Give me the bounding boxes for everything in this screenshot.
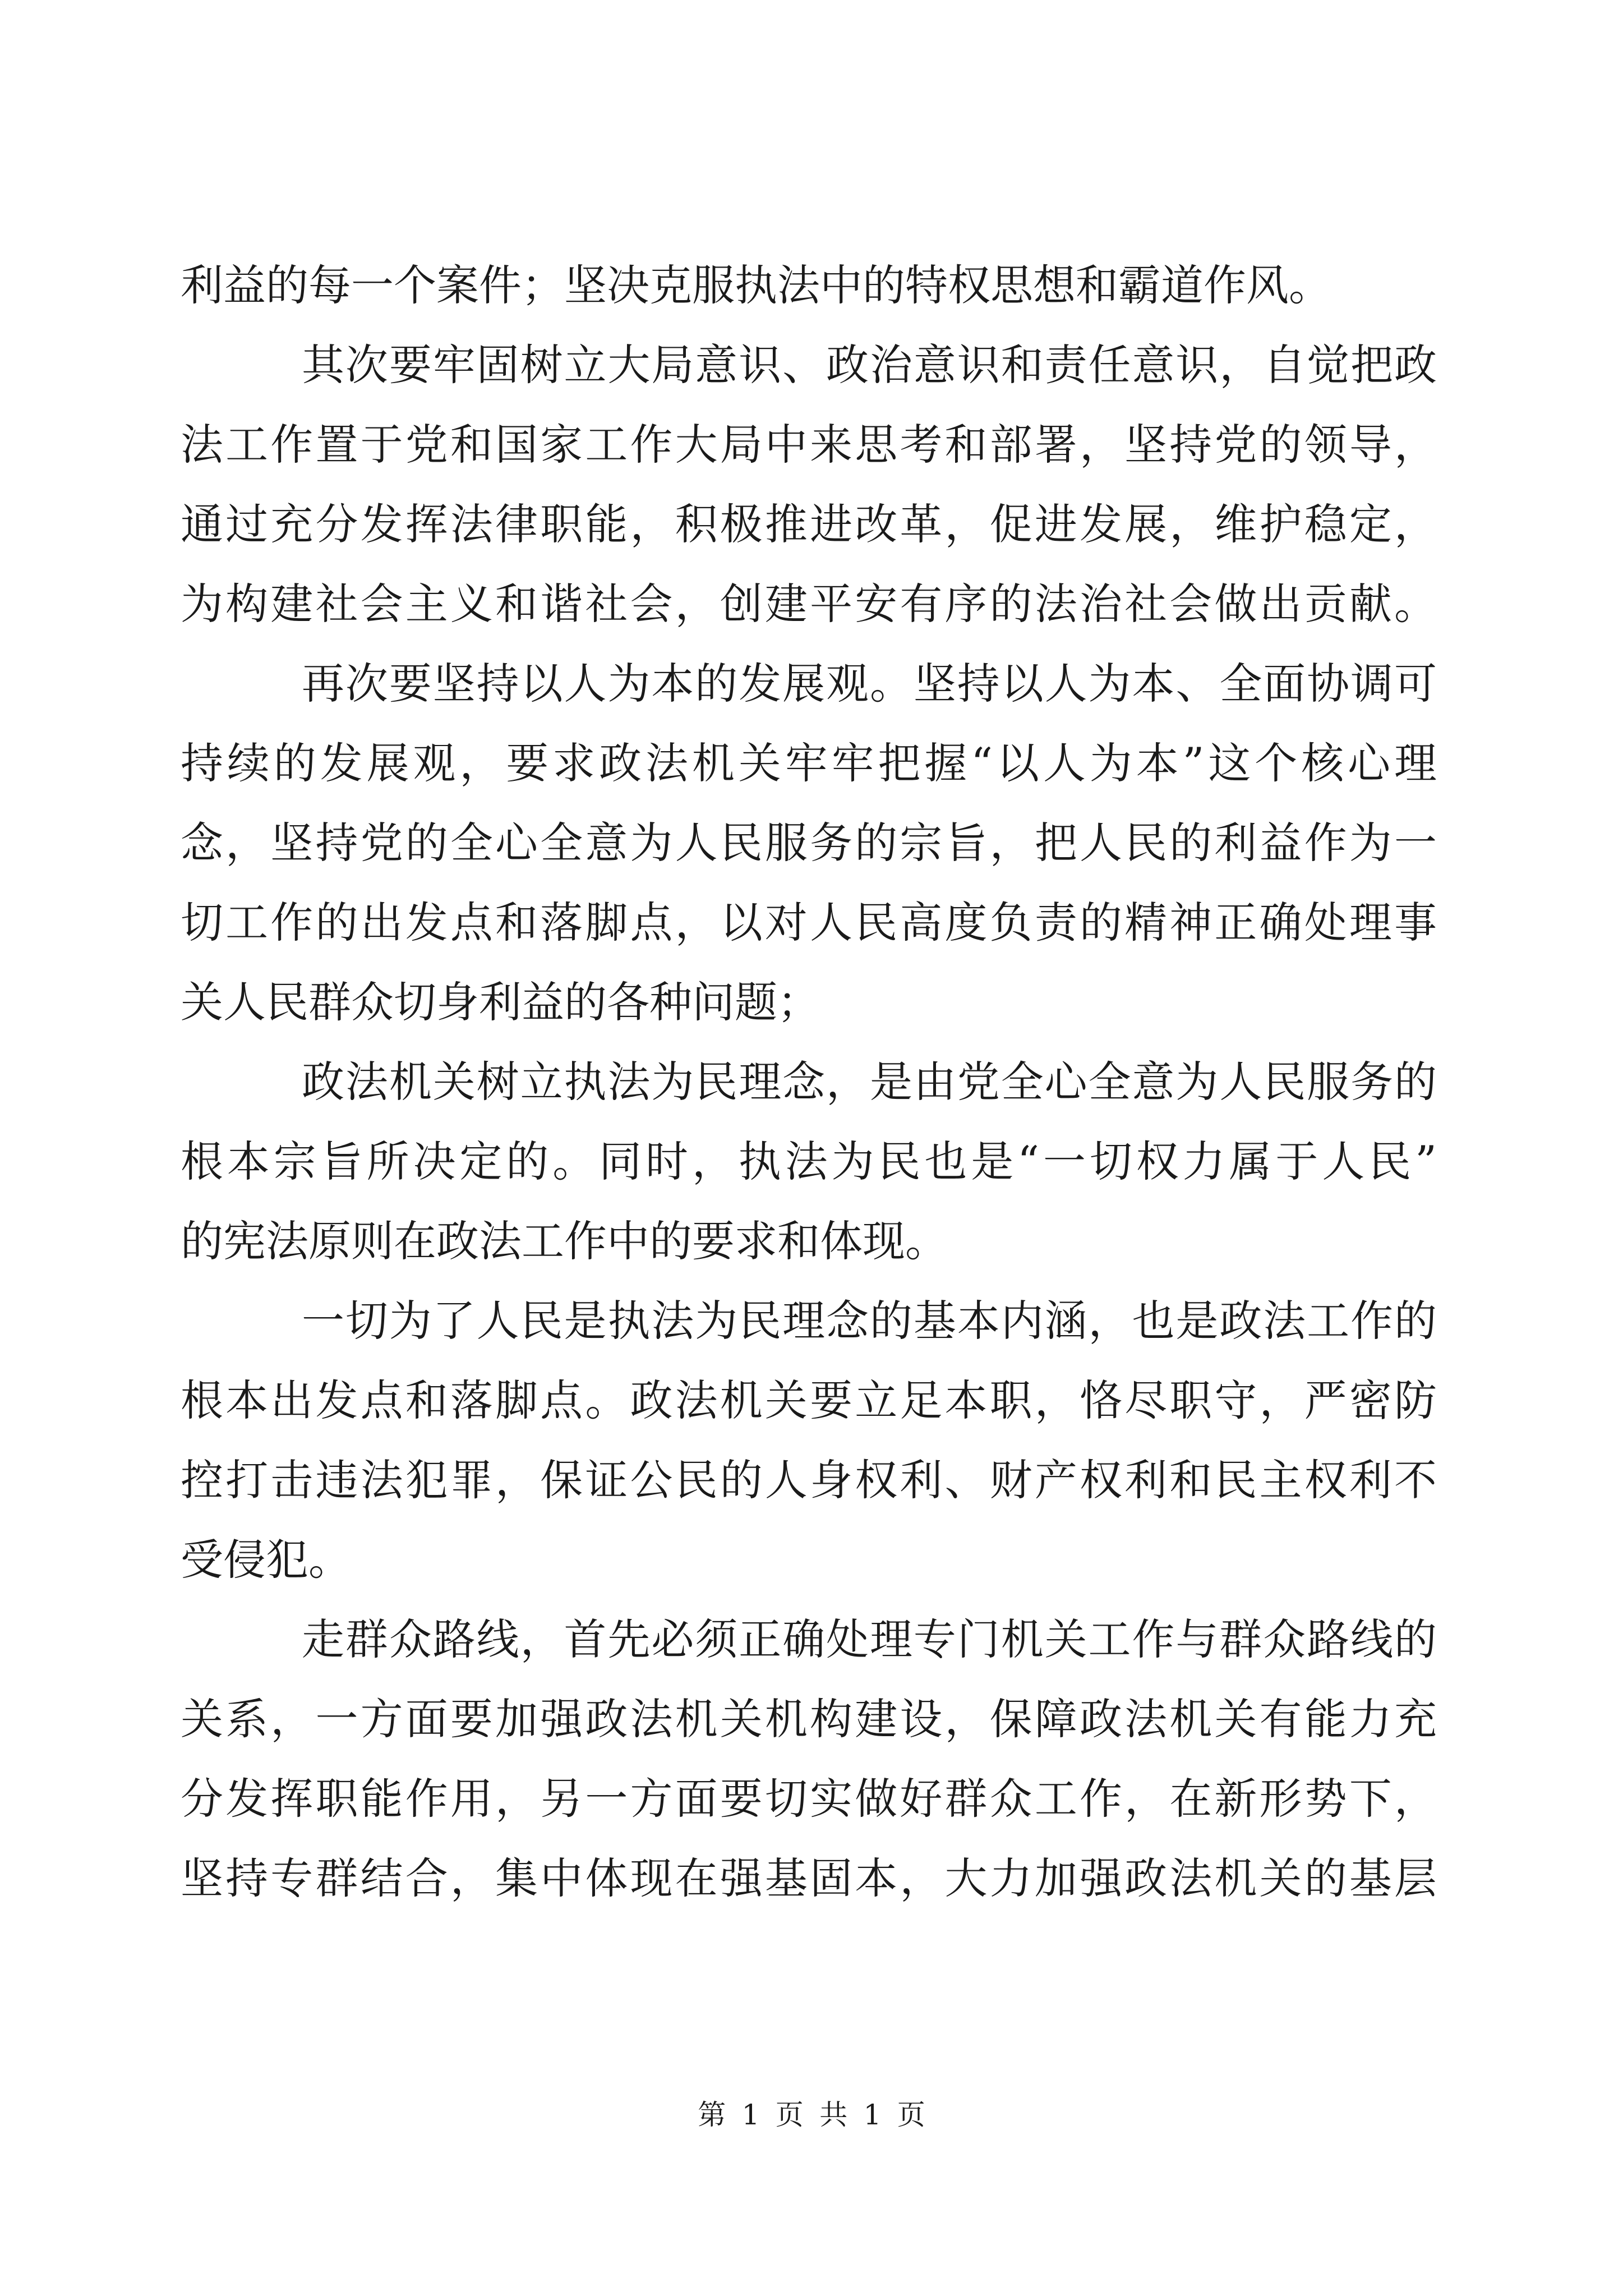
text-line: 念，坚持党的全心全意为人民服务的宗旨，把人民的利益作为一 — [181, 818, 1437, 868]
text-line: 受侵犯。 — [181, 1535, 351, 1585]
text-line: 通过充分发挥法律职能，积极推进改革，促进发展，维护稳定， — [181, 499, 1437, 549]
text-line: 关系，一方面要加强政法机关机构建设，保障政法机关有能力充 — [181, 1694, 1437, 1744]
text-line: 切工作的出发点和落脚点，以对人民高度负责的精神正确处理事 — [181, 898, 1437, 947]
text-line: 其次要牢固树立大局意识、政治意识和责任意识，自觉把政 — [302, 340, 1437, 390]
text-line: 关人民群众切身利益的各种问题； — [181, 977, 820, 1027]
document-body — [181, 246, 1437, 1918]
text-line: 为构建社会主义和谐社会，创建平安有序的法治社会做出贡献。 — [181, 579, 1437, 629]
text-line: 控打击违法犯罪，保证公民的人身权利、财产权利和民主权利不 — [181, 1455, 1437, 1505]
text-line: 法工作置于党和国家工作大局中来思考和部署，坚持党的领导， — [181, 420, 1437, 470]
text-line: 再次要坚持以人为本的发展观。坚持以人为本、全面协调可 — [302, 659, 1437, 708]
text-line: 的宪法原则在政法工作中的要求和体现。 — [181, 1216, 948, 1266]
text-line: 根本宗旨所决定的。同时，执法为民也是“一切权力属于人民” — [181, 1137, 1437, 1186]
text-line: 分发挥职能作用，另一方面要切实做好群众工作，在新形势下， — [181, 1774, 1437, 1824]
text-line: 一切为了人民是执法为民理念的基本内涵，也是政法工作的 — [302, 1296, 1437, 1346]
text-line: 坚持专群结合，集中体现在强基固本，大力加强政法机关的基层 — [181, 1853, 1437, 1903]
text-line: 走群众路线，首先必须正确处理专门机关工作与群众路线的 — [302, 1614, 1437, 1664]
text-line: 利益的每一个案件；坚决克服执法中的特权思想和霸道作风。 — [181, 260, 1331, 310]
text-line: 政法机关树立执法为民理念，是由党全心全意为人民服务的 — [302, 1057, 1437, 1107]
text-line: 持续的发展观，要求政法机关牢牢把握“以人为本”这个核心理 — [181, 738, 1437, 788]
page-footer: 第 1 页 共 1 页 — [698, 2099, 925, 2131]
text-line: 根本出发点和落脚点。政法机关要立足本职，恪尽职守，严密防 — [181, 1375, 1437, 1425]
